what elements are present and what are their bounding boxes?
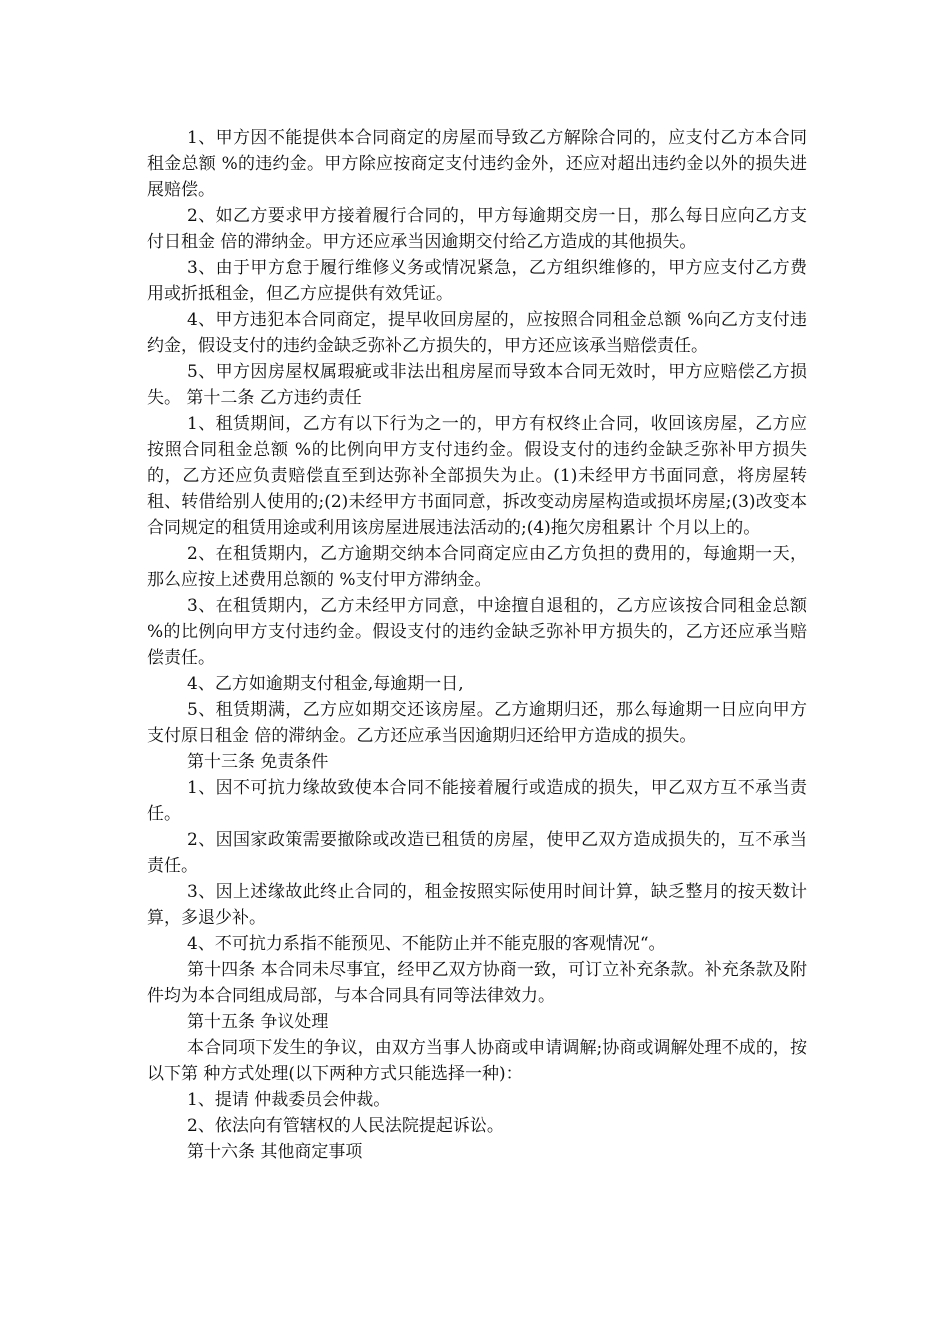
section-heading-13: 第十三条 免责条件: [187, 752, 329, 772]
paragraph-8: 3、在租赁期内，乙方未经甲方同意，中途擅自退租的，乙方应该按合同租金总额 %的比例向甲方支付违约金。假设支付的违约金缺乏弥补甲方损失的，乙方还应承当赔偿责任。: [147, 596, 807, 668]
paragraph-7: 2、在租赁期内，乙方逾期交纳本合同商定应由乙方负担的费用的，每逾期一天，那么应按上述费用总额的 %支付甲方滞纳金。: [147, 544, 807, 590]
paragraph-20: 2、依法向有管辖权的人民法院提起诉讼。: [187, 1116, 504, 1136]
paragraph-1: 1、甲方因不能提供本合同商定的房屋而导致乙方解除合同的，应支付乙方本合同租金总额 %的违约金。甲方除应按商定支付违约金外，还应对超出违约金以外的损失进展赔偿。: [147, 128, 807, 200]
section-heading-15: 第十五条 争议处理: [187, 1012, 329, 1032]
paragraph-12: 1、因不可抗力缘故致使本合同不能接着履行或造成的损失，甲乙双方互不承当责任。: [147, 778, 807, 824]
paragraph-10: 5、租赁期满，乙方应如期交还该房屋。乙方逾期归还，那么每逾期一日应向甲方支付原日租金 倍的滞纳金。乙方还应承当因逾期归还给甲方造成的损失。: [147, 700, 807, 746]
paragraph-9: 4、乙方如逾期支付租金,每逾期一日,: [187, 674, 464, 694]
section-14: 第十四条 本合同未尽事宜，经甲乙双方协商一致，可订立补充条款。补充条款及附件均为本合同组成局部，与本合同具有同等法律效力。: [147, 960, 807, 1006]
paragraph-4: 4、甲方违犯本合同商定，提早收回房屋的，应按照合同租金总额 %向乙方支付违约金，假设支付的违约金缺乏弥补乙方损失的，甲方还应该承当赔偿责任。: [147, 310, 807, 356]
paragraph-14: 3、因上述缘故此终止合同的，租金按照实际使用时间计算，缺乏整月的按天数计算，多退少补。: [147, 882, 807, 928]
paragraph-18: 本合同项下发生的争议，由双方当事人协商或申请调解;协商或调解处理不成的，按以下第 种方式处理(以下两种方式只能选择一种)：: [147, 1038, 807, 1084]
paragraph-3: 3、由于甲方怠于履行维修义务或情况紧急，乙方组织维修的，甲方应支付乙方费用或折抵租金，但乙方应提供有效凭证。: [147, 258, 807, 304]
paragraph-13: 2、因国家政策需要撤除或改造已租赁的房屋，使甲乙双方造成损失的，互不承当责任。: [147, 830, 807, 876]
paragraph-6: 1、租赁期间，乙方有以下行为之一的，甲方有权终止合同，收回该房屋，乙方应按照合同租金总额 %的比例向甲方支付违约金。假设支付的违约金缺乏弥补甲方损失的，乙方还应负责赔偿直至到达弥补全部损失为止。(1)未经甲方书面同意，将房屋转租、转借给别人使用的;(2)未经甲方书面同意，拆改变动房屋构造或损坏房屋;(3)改变本合同规定的租赁用途或利用该房屋进展违法活动的;(4)拖欠房租累计 个月以上的。: [147, 414, 807, 538]
section-heading-16: 第十六条 其他商定事项: [187, 1142, 363, 1162]
document-body: [147, 125, 807, 1165]
paragraph-5: 5、甲方因房屋权属瑕疵或非法出租房屋而导致本合同无效时，甲方应赔偿乙方损失。 第十二条 乙方违约责任: [147, 362, 807, 408]
paragraph-19: 1、提请 仲裁委员会仲裁。: [187, 1090, 391, 1110]
paragraph-2: 2、如乙方要求甲方接着履行合同的，甲方每逾期交房一日，那么每日应向乙方支付日租金 倍的滞纳金。甲方还应承当因逾期交付给乙方造成的其他损失。: [147, 206, 807, 252]
paragraph-15: 4、不可抗力系指不能预见、不能防止并不能克服的客观情况“。: [187, 934, 666, 954]
